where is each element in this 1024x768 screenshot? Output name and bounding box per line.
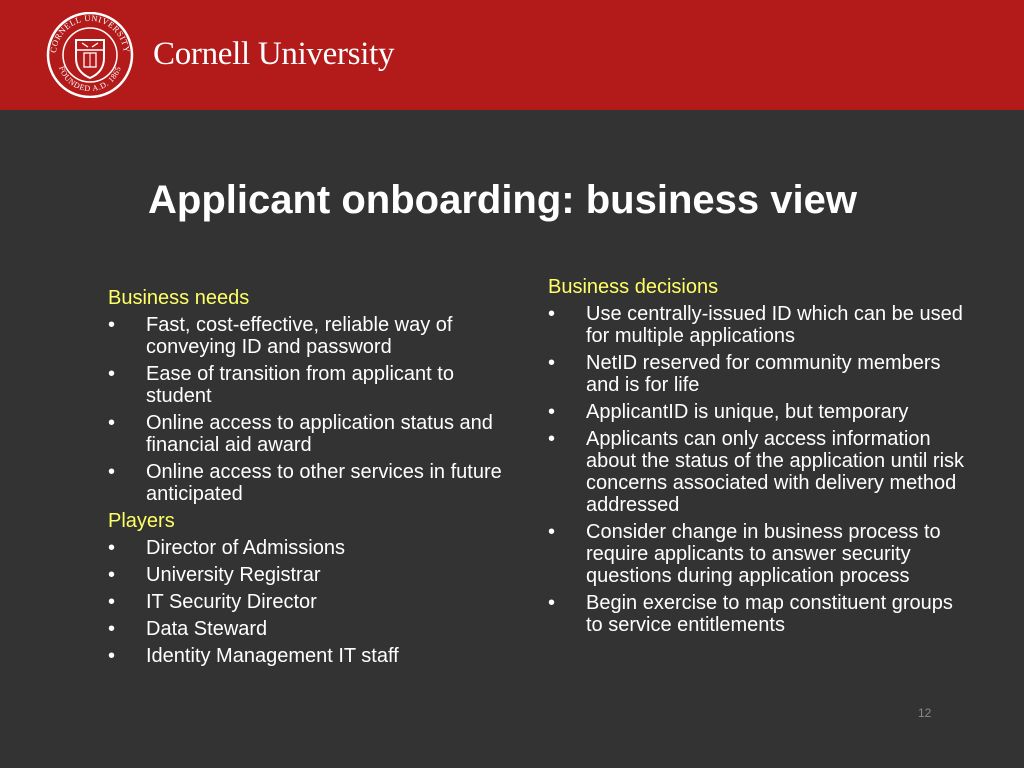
bullet-icon: • xyxy=(548,592,556,614)
svg-text:FOUNDED A.D. 1865: FOUNDED A.D. 1865 xyxy=(57,64,123,94)
list-item: • Applicants can only access information about the status of the application until risk concerns associated with delivery method addressed xyxy=(548,428,965,516)
header-bar xyxy=(0,0,1024,110)
list-item: • Ease of transition from applicant to student xyxy=(108,363,454,407)
bullet-icon: • xyxy=(548,521,556,543)
cornell-seal-logo xyxy=(44,12,136,98)
list-item: • University Registrar xyxy=(108,564,321,586)
bullet-icon: • xyxy=(548,303,556,325)
business-needs-list xyxy=(108,314,508,505)
players-heading: Players xyxy=(108,510,175,532)
bullet-icon: • xyxy=(548,401,556,423)
list-item: • Use centrally-issued ID which can be used for multiple applications xyxy=(548,303,963,347)
players-list xyxy=(108,537,508,667)
bullet-icon: • xyxy=(108,591,116,613)
bullet-icon: • xyxy=(108,412,116,434)
list-item: • Identity Management IT staff xyxy=(108,645,399,667)
list-item: • Fast, cost-effective, reliable way of conveying ID and password xyxy=(108,314,453,358)
bullet-icon: • xyxy=(108,461,116,483)
bullet-icon: • xyxy=(108,645,116,667)
business-decisions-list xyxy=(548,303,968,636)
bullet-icon: • xyxy=(108,537,116,559)
left-column xyxy=(108,287,508,672)
bullet-icon: • xyxy=(108,363,116,385)
list-item: • Online access to application status and financial aid award xyxy=(108,412,493,456)
list-item: • Consider change in business process to require applicants to answer security questions during application process xyxy=(548,521,941,587)
bullet-icon: • xyxy=(548,352,556,374)
svg-text:CORNELL UNIVERSITY: CORNELL UNIVERSITY xyxy=(47,12,133,54)
bullet-icon: • xyxy=(108,314,116,336)
right-column xyxy=(548,276,968,641)
list-item: • Data Steward xyxy=(108,618,268,640)
bullet-icon: • xyxy=(108,618,116,640)
page-number: 12 xyxy=(918,706,932,720)
list-item: • Online access to other services in future anticipated xyxy=(108,461,502,505)
list-item: • IT Security Director xyxy=(108,591,317,613)
list-item: • Director of Admissions xyxy=(108,537,345,559)
business-needs-heading: Business needs xyxy=(108,287,250,309)
list-item: • ApplicantID is unique, but temporary xyxy=(548,401,909,423)
bullet-icon: • xyxy=(548,428,556,450)
brand-name: Cornell University xyxy=(153,36,395,72)
list-item: • NetID reserved for community members and is for life xyxy=(548,352,941,396)
bullet-icon: • xyxy=(108,564,116,586)
slide-title: Applicant onboarding: business view xyxy=(148,178,857,222)
business-decisions-heading: Business decisions xyxy=(548,276,719,298)
list-item: • Begin exercise to map constituent groups to service entitlements xyxy=(548,592,953,636)
